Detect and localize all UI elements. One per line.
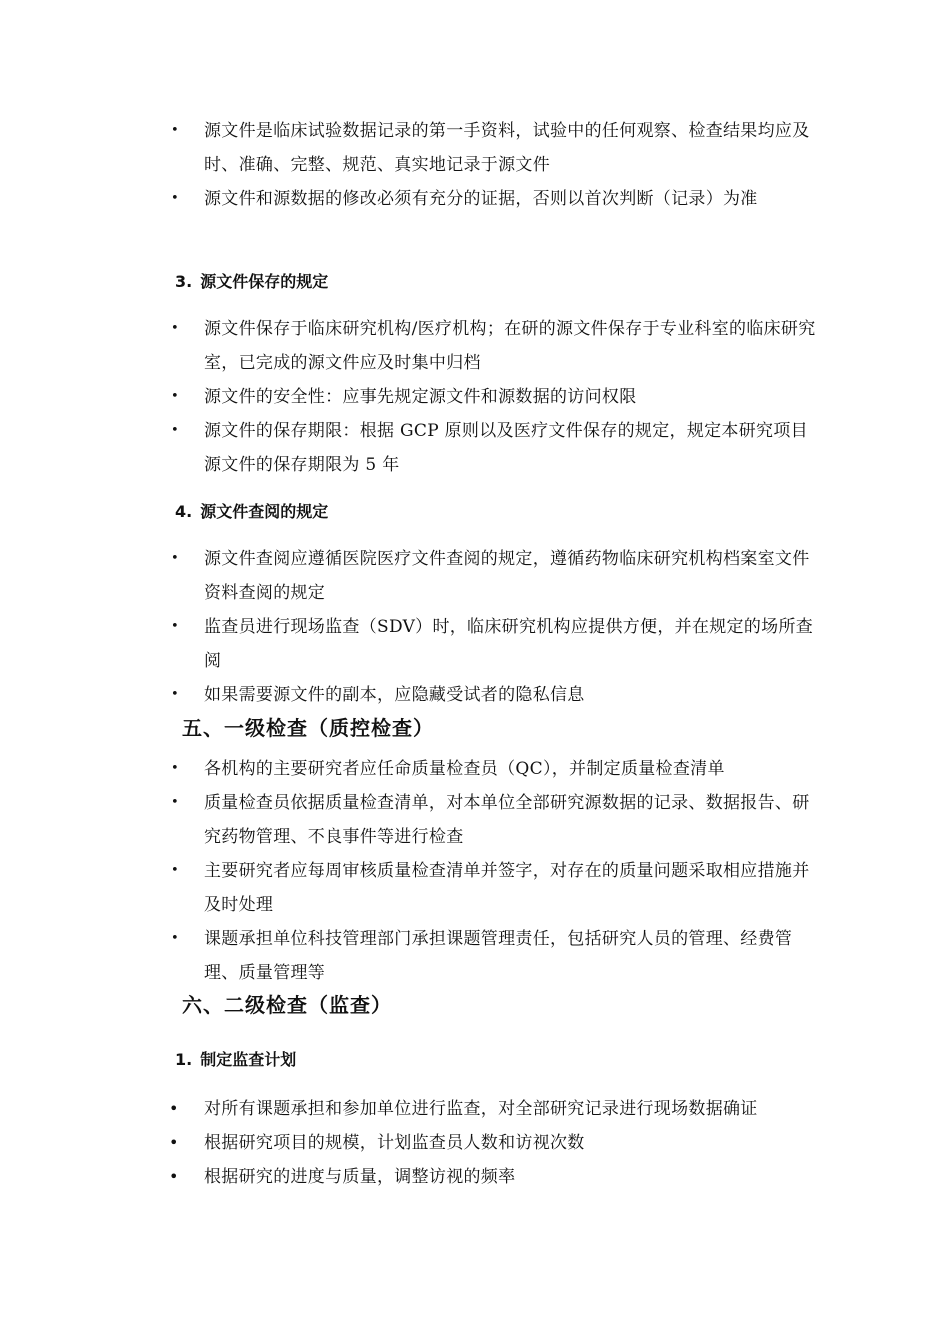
list-item: [166, 114, 816, 182]
source-file-storage-list: [166, 312, 816, 482]
list-item: [166, 1160, 816, 1194]
list-item: [166, 380, 816, 414]
bullet-icon: •: [171, 863, 179, 878]
bullet-icon: •: [169, 1167, 179, 1186]
list-item-text: 根据研究的进度与质量，调整访视的频率: [204, 1167, 516, 1187]
list-item-text: 源文件保存于临床研究机构/医疗机构；在研的源文件保存于专业科室的临床研究室，已完成的源文件应及时集中归档: [204, 319, 816, 373]
bullet-icon: •: [171, 795, 179, 810]
sub-heading-3: [175, 270, 328, 294]
sub-heading-title: 源文件保存的规定: [200, 272, 329, 291]
bullet-icon: •: [169, 1133, 179, 1152]
list-item: [166, 678, 816, 712]
list-item-text: 主要研究者应每周审核质量检查清单并签字，对存在的质量问题采取相应措施并及时处理: [204, 861, 810, 915]
list-item-text: 源文件和源数据的修改必须有充分的证据，否则以首次判断（记录）为准: [204, 189, 758, 209]
sub-heading-number: 3.: [175, 272, 193, 291]
sub-heading-title: 制定监查计划: [200, 1050, 297, 1069]
list-item: [166, 786, 816, 854]
bullet-icon: •: [171, 619, 179, 634]
list-item: [166, 752, 816, 786]
qc-inspection-list: [166, 752, 816, 990]
bullet-icon: •: [169, 1099, 179, 1118]
sub-heading-6-1: [175, 1048, 296, 1072]
list-item: [166, 1126, 816, 1160]
bullet-icon: •: [171, 389, 179, 404]
list-item-text: 质量检查员依据质量检查清单，对本单位全部研究源数据的记录、数据报告、研究药物管理、不良事件等进行检查: [204, 793, 810, 847]
source-file-access-list: [166, 542, 816, 712]
sub-heading-4: [175, 500, 328, 524]
list-item: [166, 922, 816, 990]
source-file-record-list: [166, 114, 816, 216]
bullet-icon: •: [171, 123, 179, 138]
list-item-text: 监查员进行现场监查（SDV）时，临床研究机构应提供方便，并在规定的场所查阅: [204, 617, 814, 671]
sub-heading-number: 1.: [175, 1050, 193, 1069]
list-item: [166, 312, 816, 380]
list-item-text: 如果需要源文件的副本，应隐藏受试者的隐私信息: [204, 685, 585, 705]
bullet-icon: •: [171, 931, 179, 946]
list-item: [166, 610, 816, 678]
monitoring-plan-list: [166, 1092, 816, 1194]
list-item-text: 源文件的安全性：应事先规定源文件和源数据的访问权限: [204, 387, 637, 407]
list-item-text: 对所有课题承担和参加单位进行监查，对全部研究记录进行现场数据确证: [204, 1099, 758, 1119]
list-item-text: 源文件是临床试验数据记录的第一手资料，试验中的任何观察、检查结果均应及时、准确、完整、规范、真实地记录于源文件: [204, 121, 810, 175]
list-item-text: 各机构的主要研究者应任命质量检查员（QC），并制定质量检查清单: [204, 759, 725, 779]
bullet-icon: •: [171, 551, 179, 566]
bullet-icon: •: [171, 687, 179, 702]
sub-heading-number: 4.: [175, 502, 193, 521]
list-item: [166, 542, 816, 610]
section-heading-6: 六、二级检查（监查）: [182, 993, 392, 1017]
list-item: [166, 414, 816, 482]
sub-heading-title: 源文件查阅的规定: [200, 502, 329, 521]
list-item: [166, 182, 816, 216]
bullet-icon: •: [171, 423, 179, 438]
list-item-text: 根据研究项目的规模，计划监查员人数和访视次数: [204, 1133, 585, 1153]
bullet-icon: •: [171, 191, 179, 206]
list-item: [166, 854, 816, 922]
section-heading-5: 五、一级检查（质控检查）: [182, 716, 434, 740]
list-item-text: 课题承担单位科技管理部门承担课题管理责任，包括研究人员的管理、经费管理、质量管理等: [204, 929, 793, 983]
list-item-text: 源文件的保存期限：根据 GCP 原则以及医疗文件保存的规定，规定本研究项目源文件的保存期限为 5 年: [204, 421, 808, 475]
bullet-icon: •: [171, 321, 179, 336]
list-item-text: 源文件查阅应遵循医院医疗文件查阅的规定，遵循药物临床研究机构档案室文件资料查阅的规定: [204, 549, 810, 603]
bullet-icon: •: [171, 761, 179, 776]
list-item: [166, 1092, 816, 1126]
